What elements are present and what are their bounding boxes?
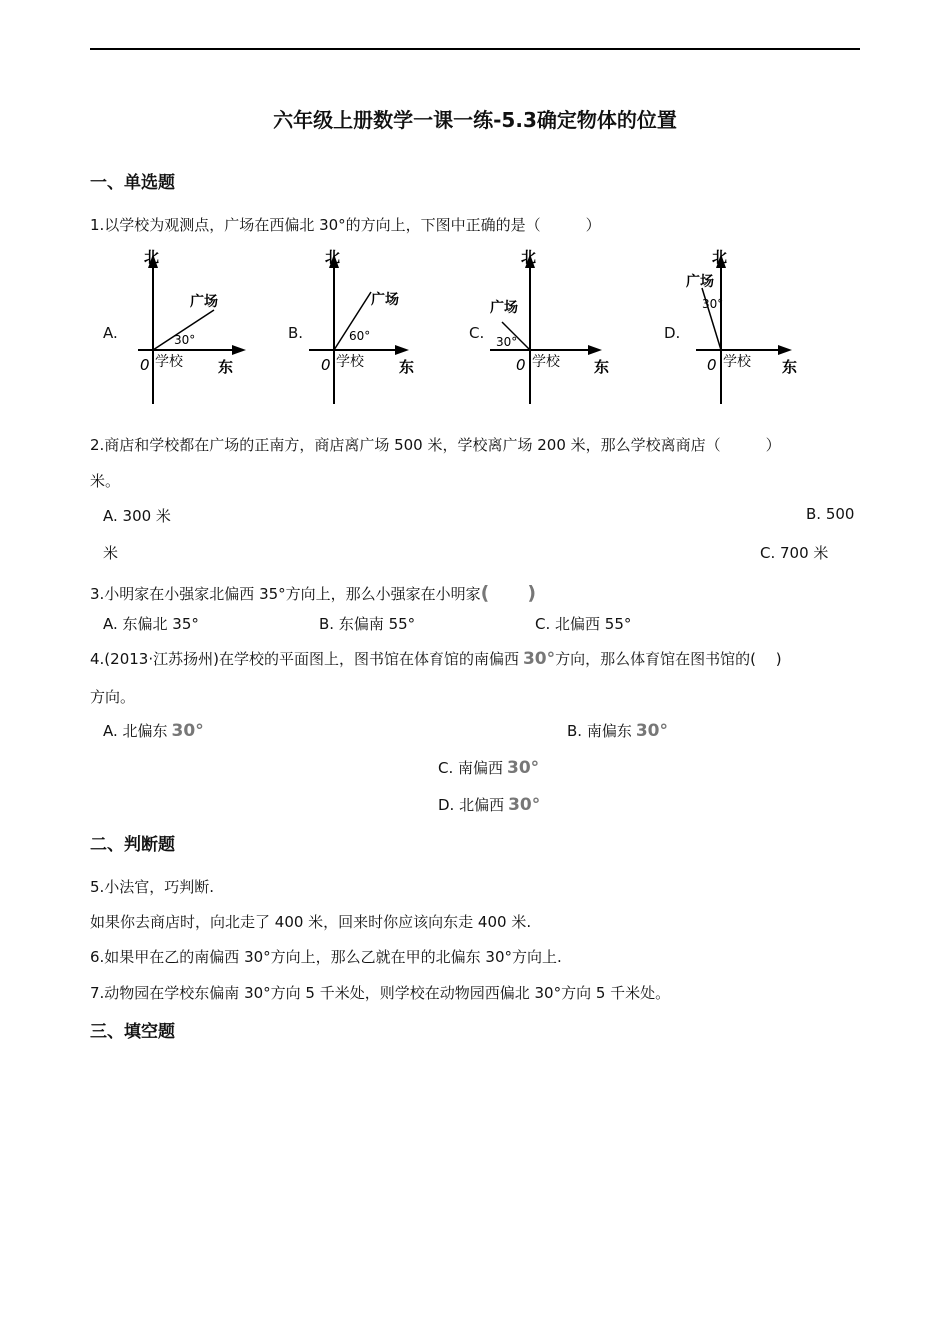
- q1-option-c-label[interactable]: C.: [469, 324, 485, 342]
- question-1-text: 1.以学校为观测点，广场在西偏北 30°的方向上，下图中正确的是（ ）: [90, 216, 601, 234]
- east-label: 东: [399, 358, 415, 376]
- q1-option-d-label[interactable]: D.: [664, 324, 681, 342]
- question-7-text: 7.动物园在学校东偏南 30°方向 5 千米处，则学校在动物园西偏北 30°方向 5 千米处。: [90, 984, 671, 1002]
- section-heading-true-false: 二、判断题: [90, 835, 175, 855]
- page-title: 六年级上册数学一课一练-5.3确定物体的位置: [273, 108, 677, 132]
- q4-option-d-text: D. 北偏西: [438, 796, 505, 814]
- origin-label: 0: [516, 356, 526, 374]
- degree-value: 30°: [507, 758, 540, 778]
- section-heading-fill-blank: 三、填空题: [90, 1022, 175, 1042]
- school-label: 学校: [532, 354, 560, 370]
- q4-option-d[interactable]: [438, 794, 540, 815]
- question-3-text: [90, 578, 536, 605]
- east-label: 东: [594, 358, 610, 376]
- north-label: 北: [712, 248, 728, 266]
- question-2-line-1: 2.商店和学校都在广场的正南方，商店离广场 500 米，学校离广场 200 米，那么学校离商店（ ）: [90, 436, 781, 454]
- q2-option-a[interactable]: A. 300 米: [103, 507, 171, 525]
- degree-value: 30°: [171, 721, 204, 741]
- q3-option-a[interactable]: A. 东偏北 35°: [103, 615, 199, 633]
- degree-value: 30°: [508, 795, 541, 815]
- question-2-line-2: 米。: [90, 472, 121, 490]
- header-rule: [90, 48, 860, 50]
- plaza-label: 广场: [190, 294, 218, 310]
- q4-option-c[interactable]: [438, 757, 539, 778]
- east-label: 东: [782, 358, 798, 376]
- q3-option-b[interactable]: B. 东偏南 55°: [319, 615, 416, 633]
- origin-label: 0: [321, 356, 331, 374]
- question-4-line-1: [90, 648, 782, 669]
- question-4-line-2: 方向。: [90, 688, 136, 706]
- q3-option-c[interactable]: C. 北偏西 55°: [535, 615, 632, 633]
- answer-paren: ( ): [480, 582, 537, 604]
- q1-diagram-b: [309, 246, 429, 408]
- origin-label: 0: [707, 356, 717, 374]
- plaza-label: 广场: [686, 274, 714, 290]
- angle-label: 30°: [702, 297, 724, 311]
- q4-option-b[interactable]: [567, 720, 668, 741]
- q1-diagram-a: [128, 246, 248, 408]
- north-label: 北: [325, 248, 341, 266]
- q1-option-a-label[interactable]: A.: [103, 324, 118, 342]
- q4-option-a[interactable]: [103, 720, 204, 741]
- plaza-label: 广场: [371, 292, 399, 308]
- question-5-line-2: 如果你去商店时，向北走了 400 米，回来时你应该向东走 400 米.: [90, 913, 532, 931]
- q4-option-c-text: C. 南偏西: [438, 759, 504, 777]
- school-label: 学校: [155, 354, 183, 370]
- q2-option-c[interactable]: C. 700 米: [760, 544, 829, 562]
- q1-option-b-label[interactable]: B.: [288, 324, 304, 342]
- question-4-body-a: 4.(2013·江苏扬州)在学校的平面图上，图书馆在体育馆的南偏西: [90, 650, 519, 668]
- north-label: 北: [144, 248, 160, 266]
- question-4-body-b: 方向，那么体育馆在图书馆的( ): [555, 650, 782, 668]
- q1-diagram-c: [486, 246, 612, 408]
- q1-diagram-d: [682, 246, 802, 408]
- plaza-label: 广场: [490, 300, 518, 316]
- q2-option-b-unit: 米: [103, 544, 119, 562]
- east-label: 东: [218, 358, 234, 376]
- question-5-line-1: 5.小法官，巧判断.: [90, 878, 215, 896]
- question-6-text: 6.如果甲在乙的南偏西 30°方向上，那么乙就在甲的北偏东 30°方向上.: [90, 948, 562, 966]
- q4-option-b-text: B. 南偏东: [567, 722, 632, 740]
- origin-label: 0: [140, 356, 150, 374]
- section-heading-single-choice: 一、单选题: [90, 173, 175, 193]
- school-label: 学校: [723, 354, 751, 370]
- north-label: 北: [521, 248, 537, 266]
- q4-option-a-text: A. 北偏东: [103, 722, 168, 740]
- degree-value: 30°: [522, 649, 556, 669]
- degree-value: 30°: [635, 721, 668, 741]
- q2-option-b[interactable]: B. 500: [806, 505, 855, 523]
- angle-label: 30°: [174, 333, 196, 347]
- question-3-body: 3.小明家在小强家北偏西 35°方向上，那么小强家在小明家: [90, 585, 481, 603]
- school-label: 学校: [336, 354, 364, 370]
- angle-label: 30°: [496, 335, 518, 349]
- angle-label: 60°: [349, 329, 371, 343]
